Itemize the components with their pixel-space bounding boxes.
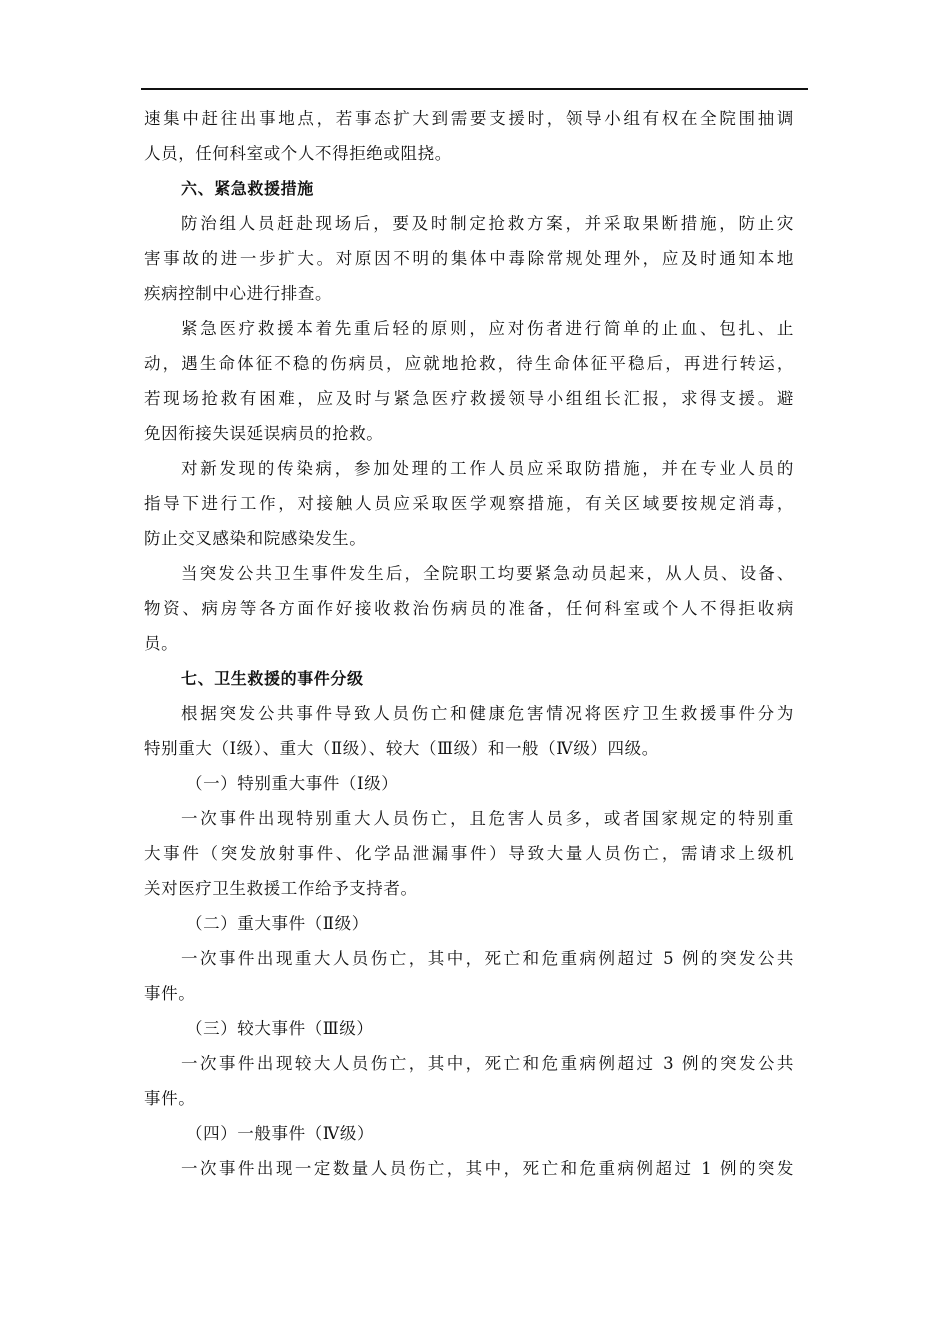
paragraph-line: 关对医疗卫生救援工作给予支持者。	[144, 879, 418, 898]
paragraph-line: 根据突发公共事件导致人员伤亡和健康危害情况将医疗卫生救援事件分为	[181, 704, 794, 723]
paragraph-line: 速集中赶往出事地点，若事态扩大到需要支援时，领导小组有权在全院围抽调	[144, 109, 794, 128]
paragraph-line: 特别重大（Ⅰ级）、重大（Ⅱ级）、较大（Ⅲ级）和一般（Ⅳ级）四级。	[144, 739, 659, 758]
paragraph-line: 大事件（突发放射事件、化学品泄漏事件）导致大量人员伤亡，需请求上级机	[144, 844, 794, 863]
subsection-heading: （四）一般事件（Ⅳ级）	[186, 1124, 375, 1143]
paragraph-line: 员。	[144, 634, 179, 653]
paragraph-line: 人员，任何科室或个人不得拒绝或阻挠。	[144, 144, 452, 163]
section-heading: 七、卫生救援的事件分级	[181, 669, 364, 688]
paragraph-line: 防治组人员赶赴现场后，要及时制定抢救方案，并采取果断措施，防止灾	[181, 214, 794, 233]
paragraph-line: 害事故的进一步扩大。对原因不明的集体中毒除常规处理外，应及时通知本地	[144, 249, 794, 268]
subsection-heading: （二）重大事件（Ⅱ级）	[186, 914, 369, 933]
paragraph-line: 指导下进行工作，对接触人员应采取医学观察措施，有关区域要按规定消毒，	[144, 494, 794, 513]
section-heading: 六、紧急救援措施	[181, 179, 314, 198]
paragraph-line: 免因衔接失误延误病员的抢救。	[144, 424, 384, 443]
paragraph-line: 一次事件出现较大人员伤亡，其中，死亡和危重病例超过 3 例的突发公共	[181, 1054, 794, 1073]
paragraph-line: 防止交叉感染和院感染发生。	[144, 529, 367, 548]
paragraph-line: 一次事件出现重大人员伤亡，其中，死亡和危重病例超过 5 例的突发公共	[181, 949, 794, 968]
paragraph-line: 一次事件出现一定数量人员伤亡，其中，死亡和危重病例超过 1 例的突发	[181, 1159, 794, 1178]
paragraph-line: 疾病控制中心进行排查。	[144, 284, 333, 303]
paragraph-line: 事件。	[144, 984, 196, 1003]
header-rule	[141, 88, 808, 90]
paragraph-line: 对新发现的传染病，参加处理的工作人员应采取防措施，并在专业人员的	[181, 459, 794, 478]
document-body	[144, 101, 794, 1186]
paragraph-line: 若现场抢救有困难，应及时与紧急医疗救援领导小组组长汇报，求得支援。避	[144, 389, 794, 408]
subsection-heading: （一）特别重大事件（Ⅰ级）	[186, 774, 399, 793]
paragraph-line: 紧急医疗救援本着先重后轻的原则，应对伤者进行简单的止血、包扎、止	[181, 319, 794, 338]
paragraph-line: 当突发公共卫生事件发生后，全院职工均要紧急动员起来，从人员、设备、	[181, 564, 794, 583]
paragraph-line: 一次事件出现特别重大人员伤亡，且危害人员多，或者国家规定的特别重	[181, 809, 794, 828]
paragraph-line: 动，遇生命体征不稳的伤病员，应就地抢救，待生命体征平稳后，再进行转运，	[144, 354, 794, 373]
paragraph-line: 物资、病房等各方面作好接收救治伤病员的准备，任何科室或个人不得拒收病	[144, 599, 794, 618]
paragraph-line: 事件。	[144, 1089, 196, 1108]
subsection-heading: （三）较大事件（Ⅲ级）	[186, 1019, 374, 1038]
